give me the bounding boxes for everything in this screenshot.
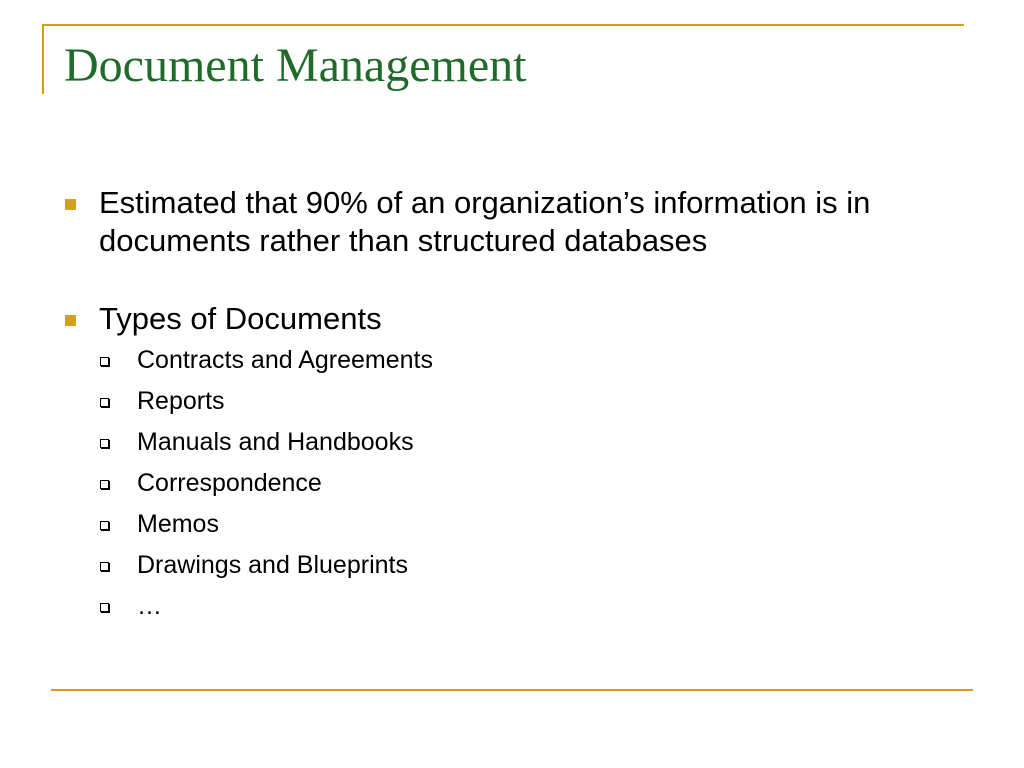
frame-bottom-line: [51, 689, 973, 691]
frame-left-line: [42, 24, 44, 94]
frame-top-line: [42, 24, 964, 26]
bullet-text: Types of Documents: [99, 301, 382, 336]
square-bullet-icon: [65, 315, 76, 326]
hollow-square-bullet-icon: [100, 357, 109, 366]
hollow-square-bullet-icon: [100, 398, 109, 407]
hollow-square-bullet-icon: [100, 562, 109, 571]
slide-title: Document Management: [64, 39, 527, 92]
square-bullet-icon: [65, 199, 76, 210]
sub-bullet-item: [99, 340, 962, 381]
sub-bullet-item: [99, 463, 962, 504]
hollow-square-bullet-icon: [100, 439, 109, 448]
hollow-square-bullet-icon: [100, 480, 109, 489]
hollow-square-bullet-icon: [100, 603, 109, 612]
hollow-square-bullet-icon: [100, 521, 109, 530]
sub-bullet-text: Drawings and Blueprints: [137, 551, 408, 579]
bullet-text: Estimated that 90% of an organization’s information is in documents rather than structured databases: [99, 185, 871, 258]
bullet-item: [62, 184, 962, 260]
sub-bullet-list: [99, 340, 962, 627]
sub-bullet-item: [99, 586, 962, 627]
sub-bullet-text: …: [137, 592, 162, 620]
sub-bullet-text: Correspondence: [137, 469, 322, 497]
sub-bullet-text: Contracts and Agreements: [137, 346, 433, 374]
sub-bullet-item: [99, 422, 962, 463]
sub-bullet-item: [99, 545, 962, 586]
bullet-item: [62, 300, 962, 627]
sub-bullet-text: Memos: [137, 510, 219, 538]
sub-bullet-item: [99, 504, 962, 545]
sub-bullet-text: Reports: [137, 387, 225, 415]
sub-bullet-text: Manuals and Handbooks: [137, 428, 414, 456]
sub-bullet-item: [99, 381, 962, 422]
bullet-list: [62, 184, 962, 627]
